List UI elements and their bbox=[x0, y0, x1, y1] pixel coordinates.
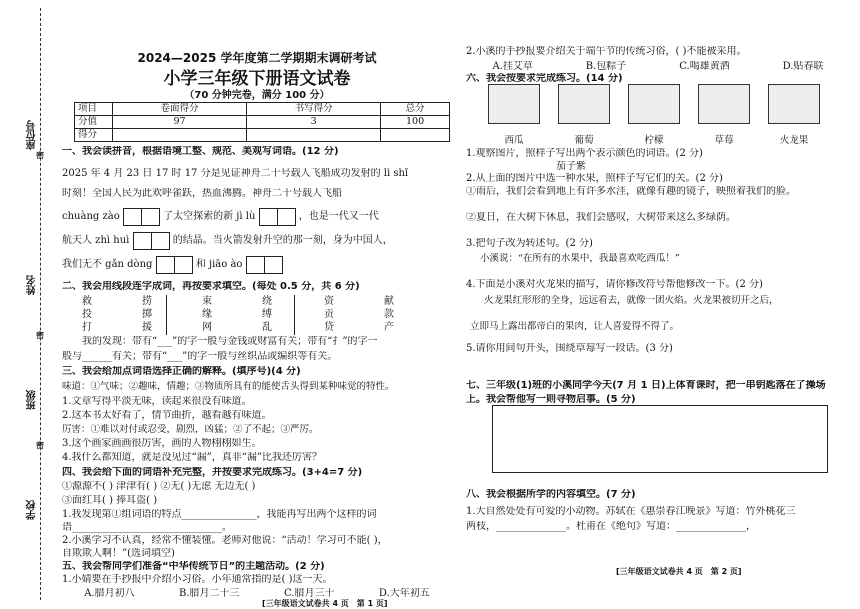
class-label: 班级 bbox=[27, 390, 38, 410]
fruit-label: 柠檬 bbox=[644, 135, 664, 146]
question-line: 1.小婧要在手抄报中介绍小习俗。小年通常指的是( )这一天。 bbox=[62, 574, 333, 585]
grape-image bbox=[558, 84, 610, 124]
passage-line bbox=[62, 206, 452, 228]
page-two bbox=[466, 0, 850, 608]
table-cell: 100 bbox=[381, 116, 450, 129]
option[interactable]: A.腊月初八 bbox=[84, 588, 135, 599]
seal-mark: 密 bbox=[36, 150, 44, 160]
char-column: 束 缘 网 bbox=[202, 296, 212, 333]
question-line: 自欺欺人啊！”(选词填空) bbox=[62, 548, 175, 559]
binding-line bbox=[40, 8, 41, 600]
char-column: 绕 缚 乱 bbox=[262, 296, 272, 333]
question-line: 两枝，______________。杜甫在《绝句》写道：______________， bbox=[466, 521, 756, 532]
exam-title: 2024—2025 学年度第二学期期末调研考试 bbox=[137, 51, 377, 65]
question-line: 4.我什么都知道，就是没见过“漏”，真非“漏”比我还厉害？ bbox=[62, 452, 322, 463]
discovery-line: 般与______有关；带有“___”的字一般与丝织品或编织等有关。 bbox=[62, 351, 338, 362]
text: ，也是一代又一代 bbox=[298, 211, 379, 222]
question-line: 语______________________________。 bbox=[62, 522, 232, 533]
writing-grid[interactable] bbox=[123, 208, 160, 226]
table-cell[interactable] bbox=[381, 129, 450, 142]
section-seven-line: 上。我会帮他写一则寻物启事。(5 分) bbox=[466, 394, 636, 405]
passage-line bbox=[62, 230, 452, 252]
question-line: 1.大自然处处有可爱的小动物。苏轼在《惠崇春江晚景》写道：竹外桃花三 bbox=[466, 506, 796, 517]
section-six-title: 六、我会按要求完成练习。(14 分) bbox=[466, 73, 623, 84]
passage-line bbox=[62, 254, 452, 276]
pinyin: 航天人 zhì huì bbox=[62, 235, 130, 246]
char-column: 献 款 产 bbox=[384, 296, 394, 333]
watermelon-image bbox=[488, 84, 540, 124]
option[interactable]: C.喝雄黄酒 bbox=[679, 61, 730, 72]
section-seven-title: 七、三年级(1)班的小溪同学今天(7 月 1 日)上体育课时，把一串钥匙落在了操场 bbox=[466, 380, 826, 391]
passage-line: 2025 年 4 月 23 日 17 时 17 分是见证神舟二十号载人飞船成功发射的 lì shǐ bbox=[62, 168, 409, 179]
pinyin: 和 jiāo ào bbox=[195, 259, 243, 270]
seal-mark: 密 bbox=[36, 440, 44, 450]
discovery-line: 我的发现：带有“___”的字一般与金钱或财富有关；带有“扌”的字一 bbox=[82, 336, 378, 347]
definition-line: 味道：①气味；②趣味，情趣；③物质所具有的能使舌头得到某种味觉的特性。 bbox=[62, 381, 395, 392]
option[interactable]: A.挂艾草 bbox=[492, 61, 533, 72]
school-label: 学校 bbox=[27, 500, 38, 520]
strawberry-image bbox=[698, 84, 750, 124]
question-line: 3.把句子改为转述句。(2 分) bbox=[466, 238, 593, 249]
question-line: 3.这个画家画画很厉害，画的人物栩栩如生。 bbox=[62, 438, 262, 449]
binding-margin bbox=[0, 0, 56, 608]
section-two-title: 二、我会用线段连字成词，再按要求填空。(每处 0.5 分，共 6 分) bbox=[62, 281, 360, 292]
section-three-title: 三、我会给加点词语选择正确的解释。(填序号)(4 分) bbox=[62, 366, 301, 377]
options-row bbox=[466, 61, 850, 73]
seat-number-label: 座位号 bbox=[27, 120, 38, 150]
table-cell: 得分 bbox=[75, 129, 113, 142]
quote-line: 小溪说：“在所有的水果中，我最喜欢吃西瓜！” bbox=[480, 253, 680, 264]
fruit-label: 西瓜 bbox=[504, 135, 524, 146]
name-label: 姓名 bbox=[27, 275, 38, 295]
table-cell: 卷面得分 bbox=[113, 103, 247, 116]
text: 了太空探索的新 jì lù bbox=[163, 211, 256, 222]
section-one-title: 一、我会读拼音，根据语境工整、规范、美观写词语。(12 分) bbox=[62, 146, 339, 157]
fruit-label: 火龙果 bbox=[779, 135, 809, 146]
fruit-label: 葡萄 bbox=[574, 135, 594, 146]
table-cell: 3 bbox=[247, 116, 381, 129]
section-eight-title: 八、我会根据所学的内容填空。(7 分) bbox=[466, 489, 636, 500]
section-four-title: 四、我会给下面的词语补充完整，并按要求完成练习。(3+4=7 分) bbox=[62, 467, 363, 478]
question-line: 2.从上面的图片中选一种水果，照样子写它们的关。(2 分) bbox=[466, 173, 723, 184]
table-cell: 总分 bbox=[381, 103, 450, 116]
option[interactable]: B.包粽子 bbox=[585, 61, 627, 72]
quote-line: 立即马上露出都帝白的果肉，让人喜爱得不得了。 bbox=[470, 321, 680, 332]
section-five-title: 五、我会帮同学们准备“中华传统节日”的主题活动。(2 分) bbox=[62, 561, 325, 572]
table-cell: 项目 bbox=[75, 103, 113, 116]
option[interactable]: D.贴春联 bbox=[782, 61, 824, 72]
divider bbox=[294, 295, 295, 335]
divider bbox=[166, 295, 167, 335]
score-table bbox=[74, 102, 450, 142]
question-line: 4.下面是小溪对火龙果的描写，请你修改符号帮他修改一下。(2 分) bbox=[466, 279, 763, 290]
pinyin: chuàng zào bbox=[62, 211, 120, 222]
answer-box[interactable] bbox=[492, 405, 828, 473]
exam-subtitle: 小学三年级下册语文试卷 bbox=[163, 69, 351, 89]
option[interactable]: D.大年初五 bbox=[378, 588, 430, 599]
table-cell[interactable] bbox=[247, 129, 381, 142]
word-line: ①源源不( ) 津津有( ) ②无( )无虑 无边无( ) bbox=[62, 481, 256, 492]
table-row bbox=[75, 129, 450, 142]
char-column: 救 投 打 bbox=[82, 296, 92, 333]
question-line: ②夏日，在大树下休息，我们会感叹，大树带来这么多绿荫。 bbox=[466, 212, 736, 223]
lemon-image bbox=[628, 84, 680, 124]
table-row bbox=[75, 116, 450, 129]
table-cell: 97 bbox=[113, 116, 247, 129]
table-cell: 分值 bbox=[75, 116, 113, 129]
question-line: 1.我发现第①组词语的特点_______________，我能再写出两个这样的词 bbox=[62, 509, 377, 520]
quote-line: 火龙果红形形的全身，远远看去，就像一团火焰。火龙果被切开之后， bbox=[484, 295, 779, 306]
option[interactable]: C.腊月三十 bbox=[283, 588, 335, 599]
page-one bbox=[62, 0, 452, 608]
fruit-label: 草莓 bbox=[714, 135, 734, 146]
word-line: ③面红耳( ) 捧耳盗( ) bbox=[62, 495, 158, 506]
option[interactable]: B.腊月二十三 bbox=[179, 588, 240, 599]
options-row bbox=[62, 588, 452, 600]
question-line: 2.小溪的手抄报要介绍关于端午节的传统习俗，( )不能被采用。 bbox=[466, 46, 747, 57]
question-line: 1.文章写得平淡无味，读起来很没有味道。 bbox=[62, 396, 252, 407]
table-cell: 书写得分 bbox=[247, 103, 381, 116]
char-column: 捞 掷 援 bbox=[142, 296, 152, 333]
dragonfruit-image bbox=[768, 84, 820, 124]
char-column: 资 贡 贷 bbox=[324, 296, 334, 333]
writing-grid[interactable] bbox=[259, 208, 296, 226]
question-line: 2.小溪学习不认真，经常不懂装懂。老师对他说：“活动！学习可不能( )， bbox=[62, 535, 388, 546]
exam-note: （70 分钟完卷，满分 100 分） bbox=[184, 90, 330, 101]
writing-grid[interactable] bbox=[156, 256, 193, 274]
table-cell[interactable] bbox=[113, 129, 247, 142]
writing-grid[interactable] bbox=[246, 256, 283, 274]
seal-mark: 密 bbox=[36, 330, 44, 340]
writing-grid[interactable] bbox=[133, 232, 170, 250]
table-row bbox=[75, 103, 450, 116]
question-line: 5.请你用间句开头，围绕草莓写一段话。(3 分) bbox=[466, 343, 673, 354]
passage-line: 时刻！全国人民为此欢呼雀跃，热血沸腾。神舟二十号载人飞船 bbox=[62, 188, 342, 199]
example-word: 茄子紫 bbox=[556, 161, 586, 172]
page-footer: [三年级语文试卷共 4 页 第 2 页] bbox=[616, 567, 742, 576]
pinyin: 我们无不 gǎn dòng bbox=[62, 259, 153, 270]
question-line: 2.这本书太好看了，情节曲折，越看越有味道。 bbox=[62, 410, 272, 421]
definition-line: 厉害：①难以对付或忍受，剧烈，凶猛；②了不起；③严厉。 bbox=[62, 424, 319, 435]
question-line: ①雨后，我们会看到地上有许多水洼，就像有趣的镜子，映照着我们的脸。 bbox=[466, 186, 796, 197]
text: 的结晶。当火箭发射升空的那一刻，身为中国人， bbox=[172, 235, 393, 246]
page-footer: [三年级语文试卷共 4 页 第 1 页] bbox=[262, 599, 388, 608]
question-line: 1.观察图片，照样子写出两个表示颜色的词语。(2 分) bbox=[466, 148, 703, 159]
